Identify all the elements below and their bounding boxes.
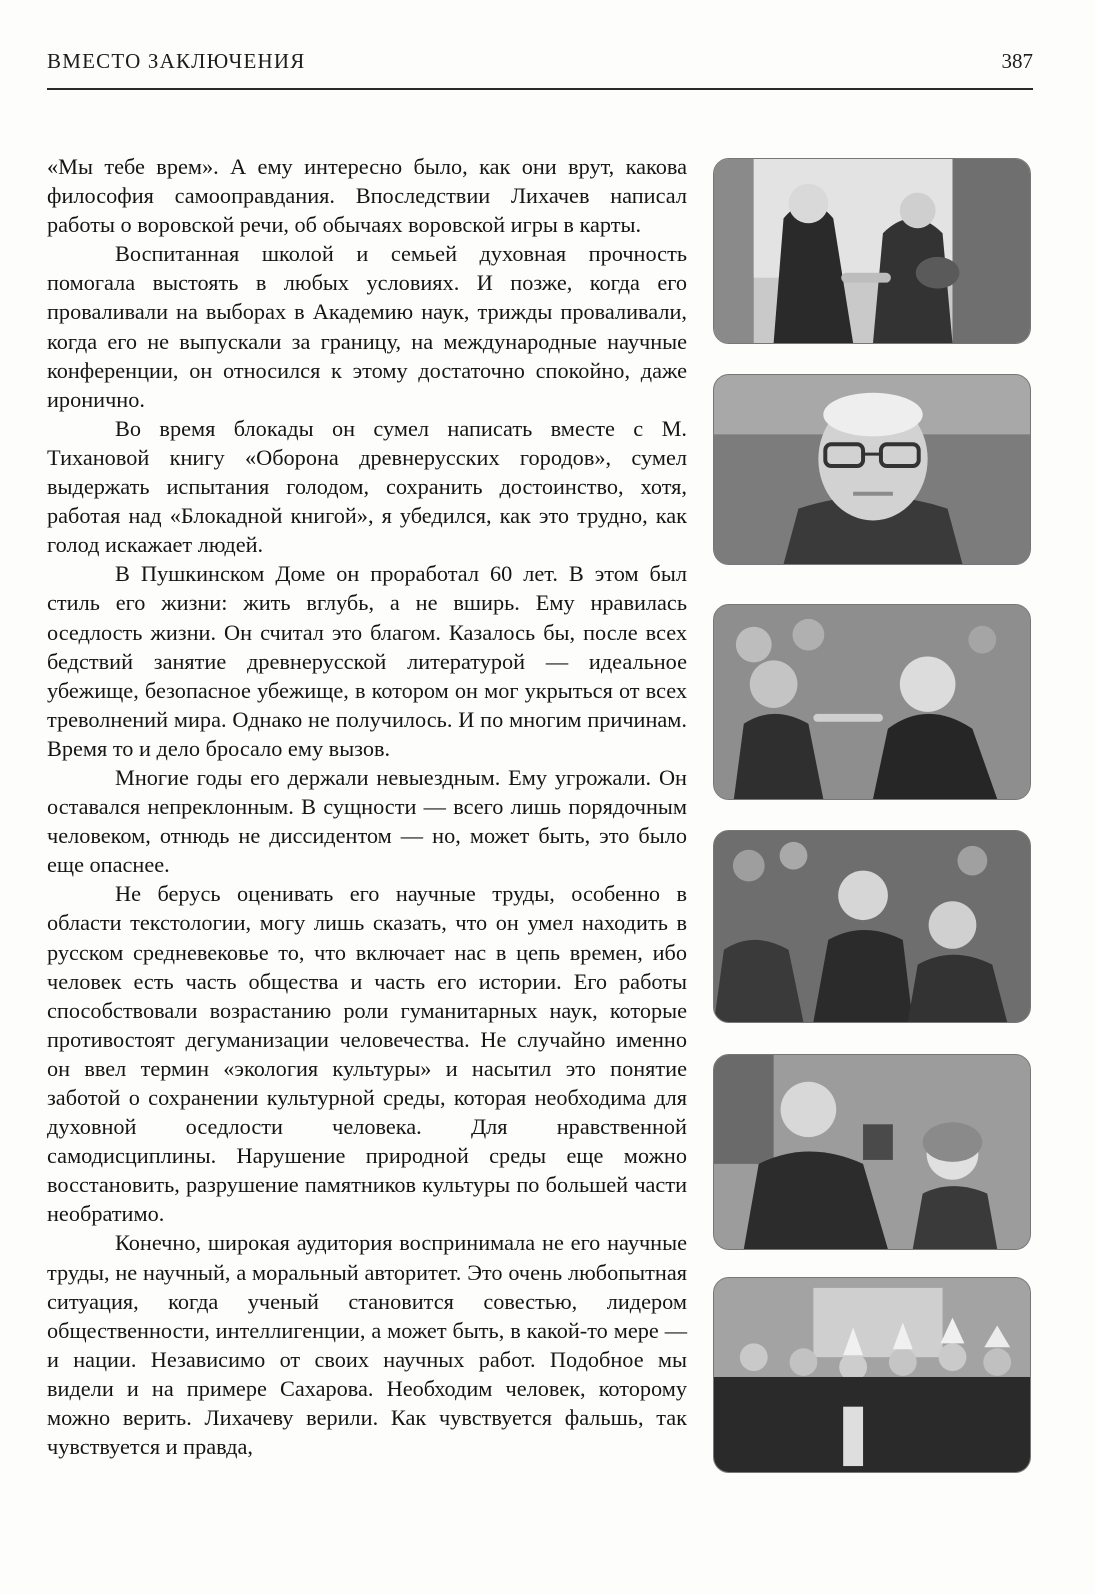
paragraph: Воспитанная школой и семьей духовная прочность помогала выстоять в любых условиях. И позже, когда его проваливали на выборах в Академию наук, трижды проваливали, когда его не выпускали за границу, на международные научные конференции, он относился к этому достаточно спокойно, даже иронично. — [47, 241, 687, 412]
body-text — [47, 152, 687, 1461]
page-number: 387 — [1001, 49, 1033, 73]
paragraph: Не берусь оценивать его научные труды, особенно в области текстологии, могу лишь сказать, что он умел находить в русском средневековье то, что включает нас в цепь времен, ибо человек есть часть общества и часть его истории. Его работы способствовали возрастанию роли гуманитарных наук, которые противостоят дегуманизации человечества. Не случайно именно он ввел термин «экология культуры» и насытил это понятие заботой о сохранении культурной среды, которая необходима для духовной оседлости человека. Для нравственной самодисциплины. Нарушение природной среды еще можно восстановить, разрушение памятников культуры по большей части необратимо. — [47, 881, 687, 1227]
photo-greeting-crowd — [713, 830, 1031, 1023]
paragraph: Многие годы его держали невыездным. Ему угрожали. Он оставался непреклонным. В сущности — всего лишь порядочным человеком, отнюдь не диссидентом — но, может быть, это было еще опаснее. — [47, 764, 687, 878]
photo-handshake-ceremony — [713, 158, 1031, 344]
paragraph: В Пушкинском Доме он проработал 60 лет. В этом был стиль его жизни: жить вглубь, а не вширь. Ему нравилась оседлость жизни. Он считал это благом. Казалось бы, после всех бедствий занятие древнерусской литературой — идеальное убежище, безопасное убежище, в котором он мог укрыться от всех треволнений мира. Однако не получилось. И по многим причинам. Время то и дело бросало ему вызов. — [47, 561, 687, 761]
paragraph: «Мы тебе врем». А ему интересно было, как они врут, какова философия самооправдания. Впоследствии Лихачев написал работы о воровской речи, об обычаях воровской игры в карты. — [47, 154, 687, 238]
header-rule — [47, 88, 1033, 90]
photo-portrait-elderly-man — [713, 374, 1031, 565]
paragraph: Во время блокады он сумел написать вместе с М. Тихановой книгу «Оборона древнерусских городов», сумел выдержать испытания голодом, сохранить достоинство, хотя, работая над «Блокадной книгой», я убедился, как это трудно, как голод искажает людей. — [47, 415, 687, 558]
running-head — [47, 49, 1033, 79]
photo-man-with-girl — [713, 1054, 1031, 1250]
photo-group-paper-crowns — [713, 1277, 1031, 1473]
section-title: ВМЕСТО ЗАКЛЮЧЕНИЯ — [47, 49, 306, 73]
photo-award-presentation — [713, 604, 1031, 800]
paragraph: Конечно, широкая аудитория воспринимала не его научные труды, не научный, а моральный авторитет. Это очень любопытная ситуация, когда ученый становится совестью, лидером общественности, интеллигенции, а может быть, в какой-то мере — и нации. Независимо от своих научных работ. Подобное мы видели и на примере Сахарова. Необходим человек, которому можно верить. Лихачеву верили. Как чувствуется фальшь, так чувствуется и правда, — [47, 1230, 687, 1460]
